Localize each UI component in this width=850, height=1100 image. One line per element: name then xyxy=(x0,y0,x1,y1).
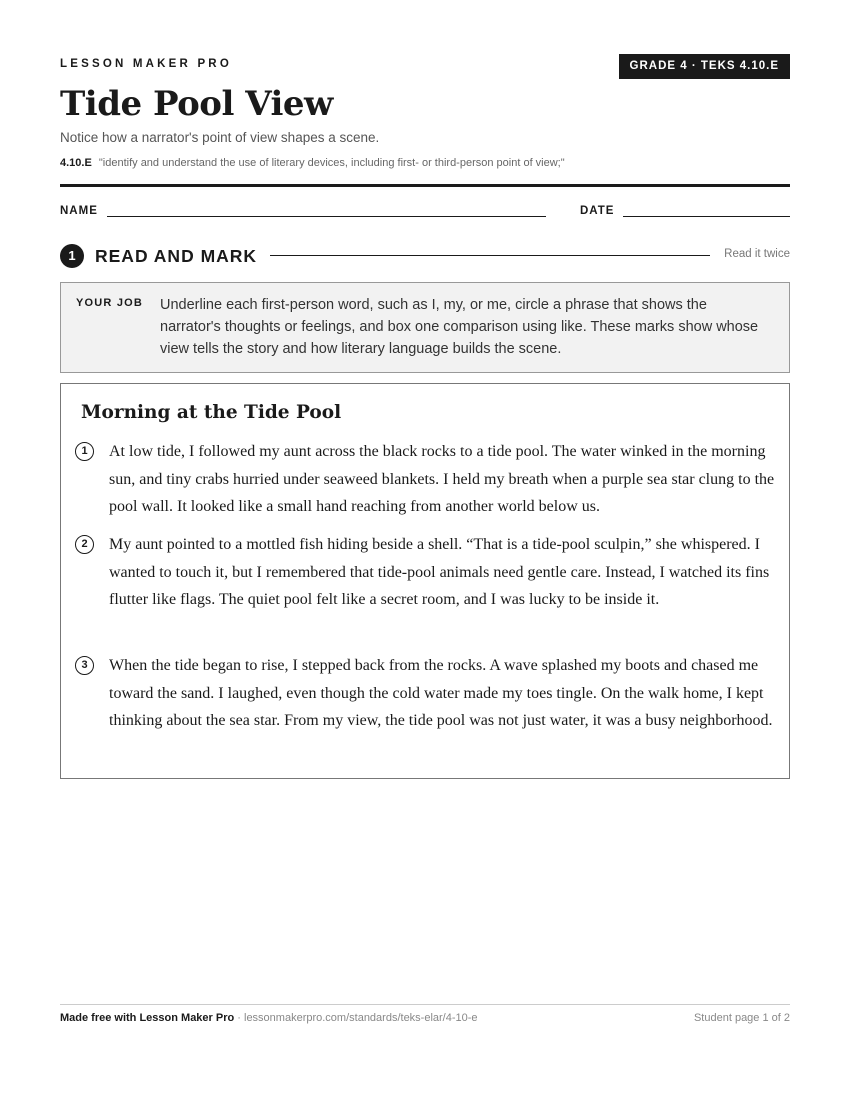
section-title: READ AND MARK xyxy=(95,246,258,266)
step-number-badge: 1 xyxy=(60,244,84,268)
your-job-label: YOUR JOB xyxy=(76,297,144,309)
brand-name: LESSON MAKER PRO xyxy=(60,58,232,70)
paragraph-text: At low tide, I followed my aunt across the black rocks to a tide pool. The water winked in the morning sun, and tiny crabs hurried under seaweed blankets. I held my breath when a purple sea star clung to the pool wall. It looked like a small hand reaching from another world below us. xyxy=(109,443,775,515)
footer-divider xyxy=(60,1004,790,1005)
page-subtitle: Notice how a narrator's point of view shapes a scene. xyxy=(60,130,380,145)
passage-title: Morning at the Tide Pool xyxy=(81,402,342,423)
reading-passage xyxy=(60,383,790,779)
paragraph-text: My aunt pointed to a mottled fish hiding beside a shell. “That is a tide-pool sculpin,” she whispered. I wanted to touch it, but I remembered that tide-pool animals need gentle care. Instead, I watched its fins flutter like flags. The quiet pool felt like a secret room, and I was lucky to be inside it. xyxy=(109,536,770,608)
footer-page-number: Student page 1 of 2 xyxy=(693,1012,790,1024)
section-read-and-mark xyxy=(60,243,790,269)
section-note: Read it twice xyxy=(724,248,790,260)
page-title: Tide Pool View xyxy=(60,84,333,124)
grade-badge: GRADE 4 · TEKS 4.10.E xyxy=(619,54,790,79)
date-field[interactable] xyxy=(623,216,790,217)
name-field[interactable] xyxy=(107,216,546,217)
footer-url[interactable]: · lessonmakerpro.com/standards/teks-elar/4-10-e xyxy=(234,1012,478,1024)
paragraph-number: 2 xyxy=(75,535,94,554)
name-label: NAME xyxy=(60,205,98,217)
standard-code: 4.10.E xyxy=(60,157,92,169)
paragraph-number: 1 xyxy=(75,442,94,461)
standard-line xyxy=(60,157,565,169)
section-divider xyxy=(270,255,710,256)
paragraph-number: 3 xyxy=(75,656,94,675)
footer-made-with: Made free with Lesson Maker Pro xyxy=(60,1012,235,1024)
header-divider xyxy=(60,184,790,187)
your-job-text: Underline each first-person word, such as I, my, or me, circle a phrase that shows the narrator's thoughts or feelings, and box one comparison using like. These marks show whose view tells the story and how literary language builds the scene. xyxy=(160,297,759,357)
standard-text: "identify and understand the use of literary devices, including first- or third-person point of view;" xyxy=(98,157,565,169)
footer-credit xyxy=(60,1012,478,1024)
worksheet-page xyxy=(60,0,790,1100)
name-date-row xyxy=(60,205,790,221)
your-job-box xyxy=(60,282,790,373)
date-label: DATE xyxy=(580,205,615,217)
paragraph-text: When the tide began to rise, I stepped back from the rocks. A wave splashed my boots and chased me toward the sand. I laughed, even though the cold water made my toes tingle. On the walk home, I kept thinking about the sea star. From my view, the tide pool was not just water, it was a busy neighborhood. xyxy=(109,657,773,729)
